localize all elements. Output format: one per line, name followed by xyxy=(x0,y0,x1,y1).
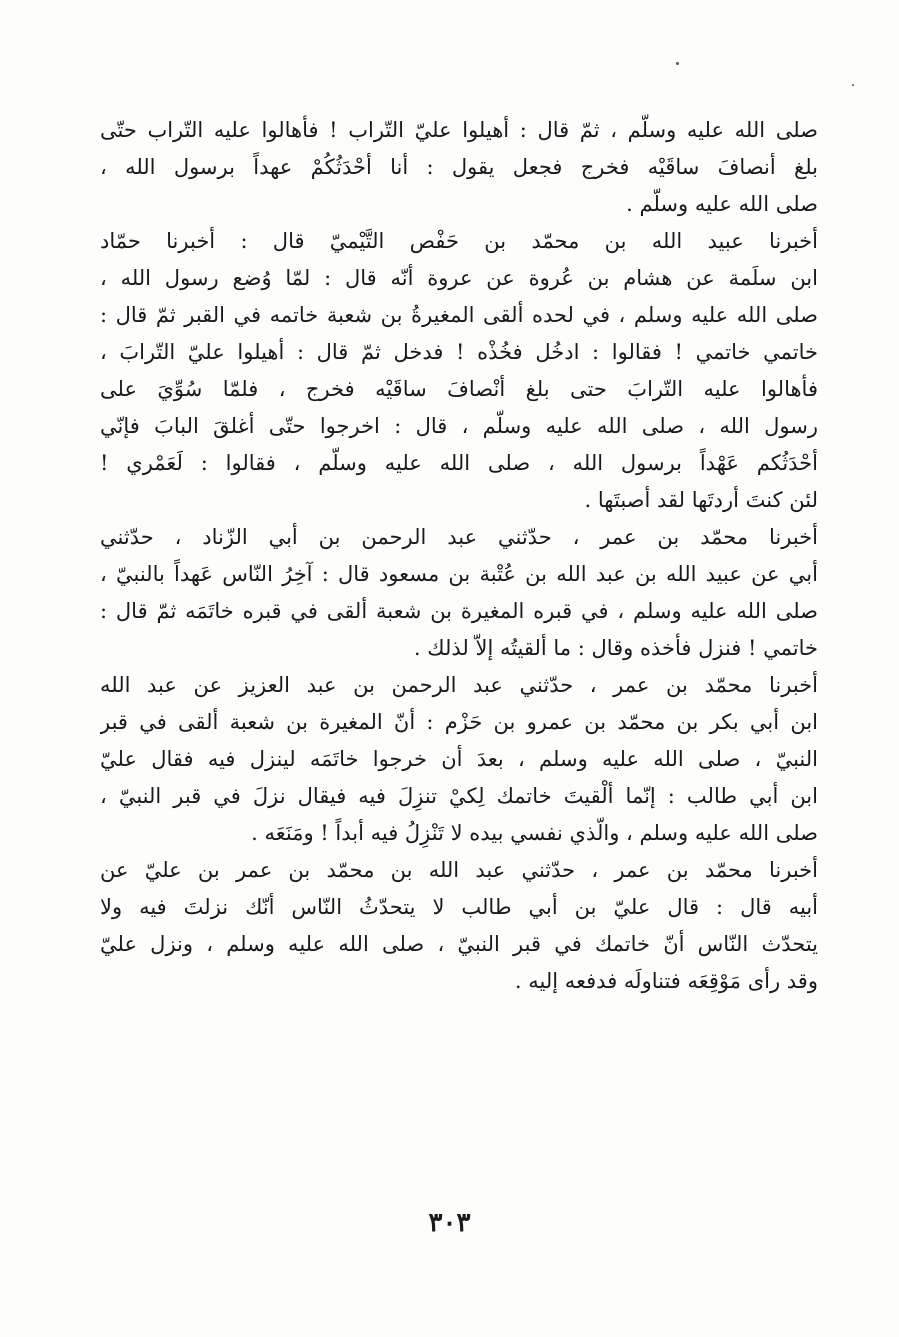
text-line: أخبرنا محمّد بن عمر ، حدّثني عبد الرحمن بن عبد العزيز عن عبد الله xyxy=(100,673,818,697)
body-text xyxy=(100,112,818,1000)
text-line: لئن كنتَ أردتَها لقد أصبتَها . xyxy=(584,488,818,512)
paragraph-2 xyxy=(100,223,818,519)
text-line: صلى الله عليه وسلم ، في لحده ألقى المغيرةُ بن شعبة خاتمه في القبر ثمّ قال : xyxy=(100,303,818,327)
page-speck xyxy=(676,62,679,65)
text-line: ابن سلَمة عن هشام بن عُروة عن عروة أنّه قال : لمّا وُضع رسول الله ، xyxy=(100,266,818,290)
text-line: ابن أبي طالب : إنّما ألْقيتَ خاتمك لِكيْ تنزِلَ فيه فيقال نزلَ في قبر النبيّ ، xyxy=(100,784,818,808)
text-line: بلغ أنصافَ ساقَيْه فخرج فجعل يقول : أنا أحْدَثُكُمْ عهداً برسول الله ، xyxy=(100,155,818,179)
text-line: النبيّ ، صلى الله عليه وسلم ، بعدَ أن خرجوا خاتَمَه لينزل فيه فقال عليّ xyxy=(100,747,818,771)
text-line: صلى الله عليه وسلّم . xyxy=(626,192,818,216)
page-number: ٣٠٣ xyxy=(428,1208,471,1238)
text-line: أخبرنا محمّد بن عمر ، حدّثني عبد الله بن محمّد بن عمر بن عليّ عن xyxy=(100,858,818,882)
page-speck xyxy=(852,84,854,86)
text-line: يتحدّث النّاس أنّ خاتمك في قبر النبيّ ، صلى الله عليه وسلم ، ونزل عليّ xyxy=(100,932,818,956)
text-line: صلى الله عليه وسلم ، والّذي نفسي بيده لا تَنْزِلُ فيه أبداً ! ومَنَعَه . xyxy=(251,821,818,845)
text-line: أحْدَثُكم عَهْداً برسول الله ، صلى الله عليه وسلّم ، فقالوا : لَعَمْري ! xyxy=(100,451,818,475)
text-line: وقد رأى مَوْقِعَه فتناولَه فدفعه إليه . xyxy=(514,969,818,993)
text-line: أخبرنا محمّد بن عمر ، حدّثني عبد الرحمن بن أبي الزّناد ، حدّثني xyxy=(100,525,818,549)
paragraph-1 xyxy=(100,112,818,223)
paragraph-3 xyxy=(100,519,818,667)
text-line: صلى الله عليه وسلم ، في قبره المغيرة بن شعبة ألقى في قبره خاتَمَه ثمّ قال : xyxy=(100,599,818,623)
paragraph-4 xyxy=(100,667,818,852)
text-line: رسول الله ، صلى الله عليه وسلّم ، قال : اخرجوا حتّى أغلقَ البابَ فإنّي xyxy=(100,414,818,438)
text-line: أبيه قال : قال عليّ بن أبي طالب لا يتحدّثُ النّاس أنّك نزلتَ فيه ولا xyxy=(100,895,818,919)
text-line: أخبرنا عبيد الله بن محمّد بن حَفْص التَّيْميّ قال : أخبرنا حمّاد xyxy=(100,229,818,253)
text-line: خاتمي خاتمي ! فقالوا : ادخُل فخُذْه ! فدخل ثمّ قال : أهيلوا عليّ التّرابَ ، xyxy=(100,340,818,364)
text-line: أبي عن عبيد الله بن عبد الله بن عُتْبة بن مسعود قال : آخِرُ النّاس عَهداً بالنبيّ ، xyxy=(100,562,818,586)
paragraph-5 xyxy=(100,852,818,1000)
text-line: خاتمي ! فنزل فأخذه وقال : ما ألقيتُه إلاّ لذلك . xyxy=(413,636,818,660)
text-line: فأهالوا عليه التّرابَ حتى بلغ أنْصافَ ساقَيْه فخرج ، فلمّا سُوِّيَ على xyxy=(100,377,818,401)
text-line: صلى الله عليه وسلّم ، ثمّ قال : أهيلوا عليّ التّراب ! فأهالوا عليه التّراب حتّى xyxy=(100,118,818,142)
text-line: ابن أبي بكر بن محمّد بن عمرو بن حَزْم : أنّ المغيرة بن شعبة ألقى في قبر xyxy=(100,710,818,734)
